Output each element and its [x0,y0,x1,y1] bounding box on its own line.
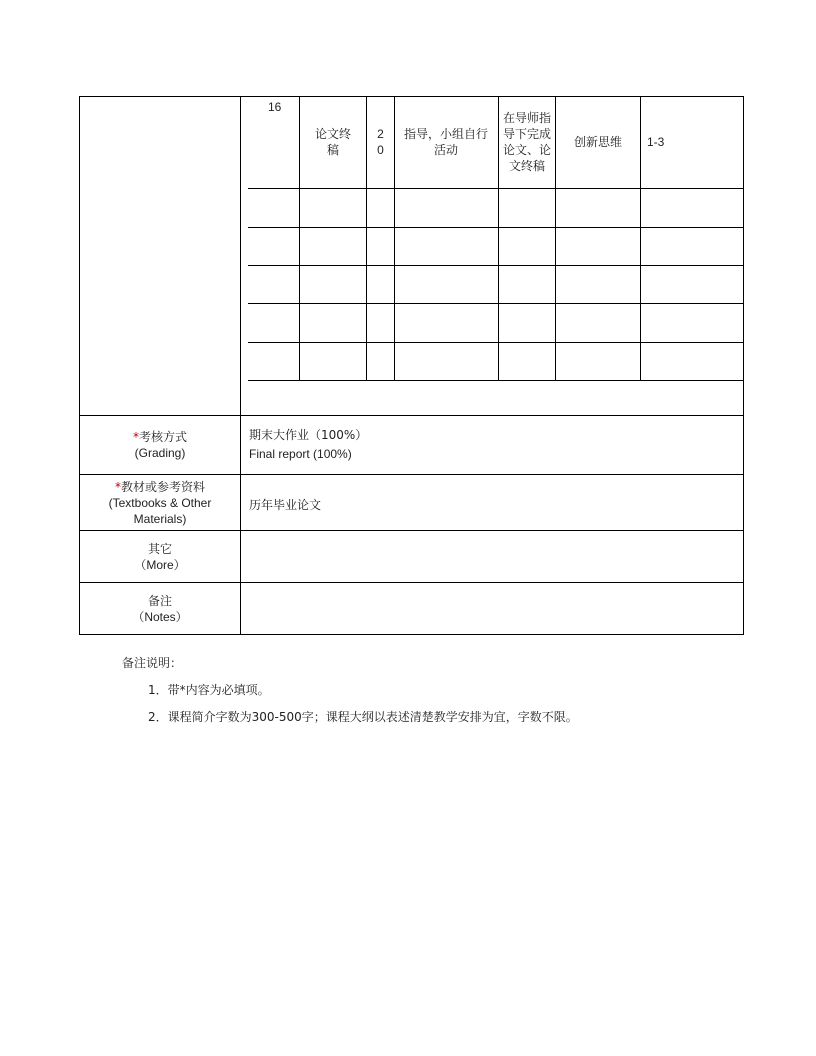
col-line [394,96,395,381]
notes-label-en: （Notes） [132,609,188,624]
row-line [248,303,744,304]
row-line [248,342,744,343]
objective-cell: 1-3 [647,135,665,149]
table-border [79,634,744,635]
hours-digit: 0 [377,143,384,157]
col-line [640,96,641,381]
more-label [80,531,240,582]
col-line [498,96,499,381]
notes-label [80,583,240,634]
hours-digit: 2 [377,127,384,141]
footnotes-title: 备注说明： [122,656,183,670]
col-line [299,96,300,381]
materials-label-cn: 教材或参考资料 [120,479,205,494]
table-border [743,96,744,635]
task-cell: 在导师指导下完成论文、论文终稿 [503,111,552,173]
grading-value-en: Final report (100%) [249,447,352,461]
notes-label-cn: 备注 [147,593,172,608]
ability-cell: 创新思维 [573,135,622,149]
required-star: * [114,479,121,494]
grading-label-cn: 考核方式 [138,430,187,444]
row-line [248,265,744,266]
grading-value-cn: 期末大作业（100%） [249,428,368,442]
footnote-item: 2．课程简介字数为300-500字；课程大纲以表述清楚教学安排为宜，字数不限。 [148,710,578,724]
week-cell: 16 [268,100,282,114]
grading-label [80,416,240,474]
topic-cell: 论文终稿 [314,127,351,157]
more-label-cn: 其它 [147,541,172,556]
row-line [248,380,744,381]
more-label-en: （More） [134,557,186,572]
column-divider [240,96,241,635]
materials-value: 历年毕业论文 [249,498,322,512]
row-line [248,188,744,189]
required-star: * [132,430,139,444]
grading-label-en: (Grading) [134,446,186,460]
method-cell: 指导，小组自行活动 [403,127,488,157]
materials-label-en: (Textbooks & Other Materials) [108,495,212,526]
footnote-item: 1．带*内容为必填项。 [148,683,270,697]
hours-cell [367,96,394,188]
row-line [248,227,744,228]
materials-label [80,475,240,530]
